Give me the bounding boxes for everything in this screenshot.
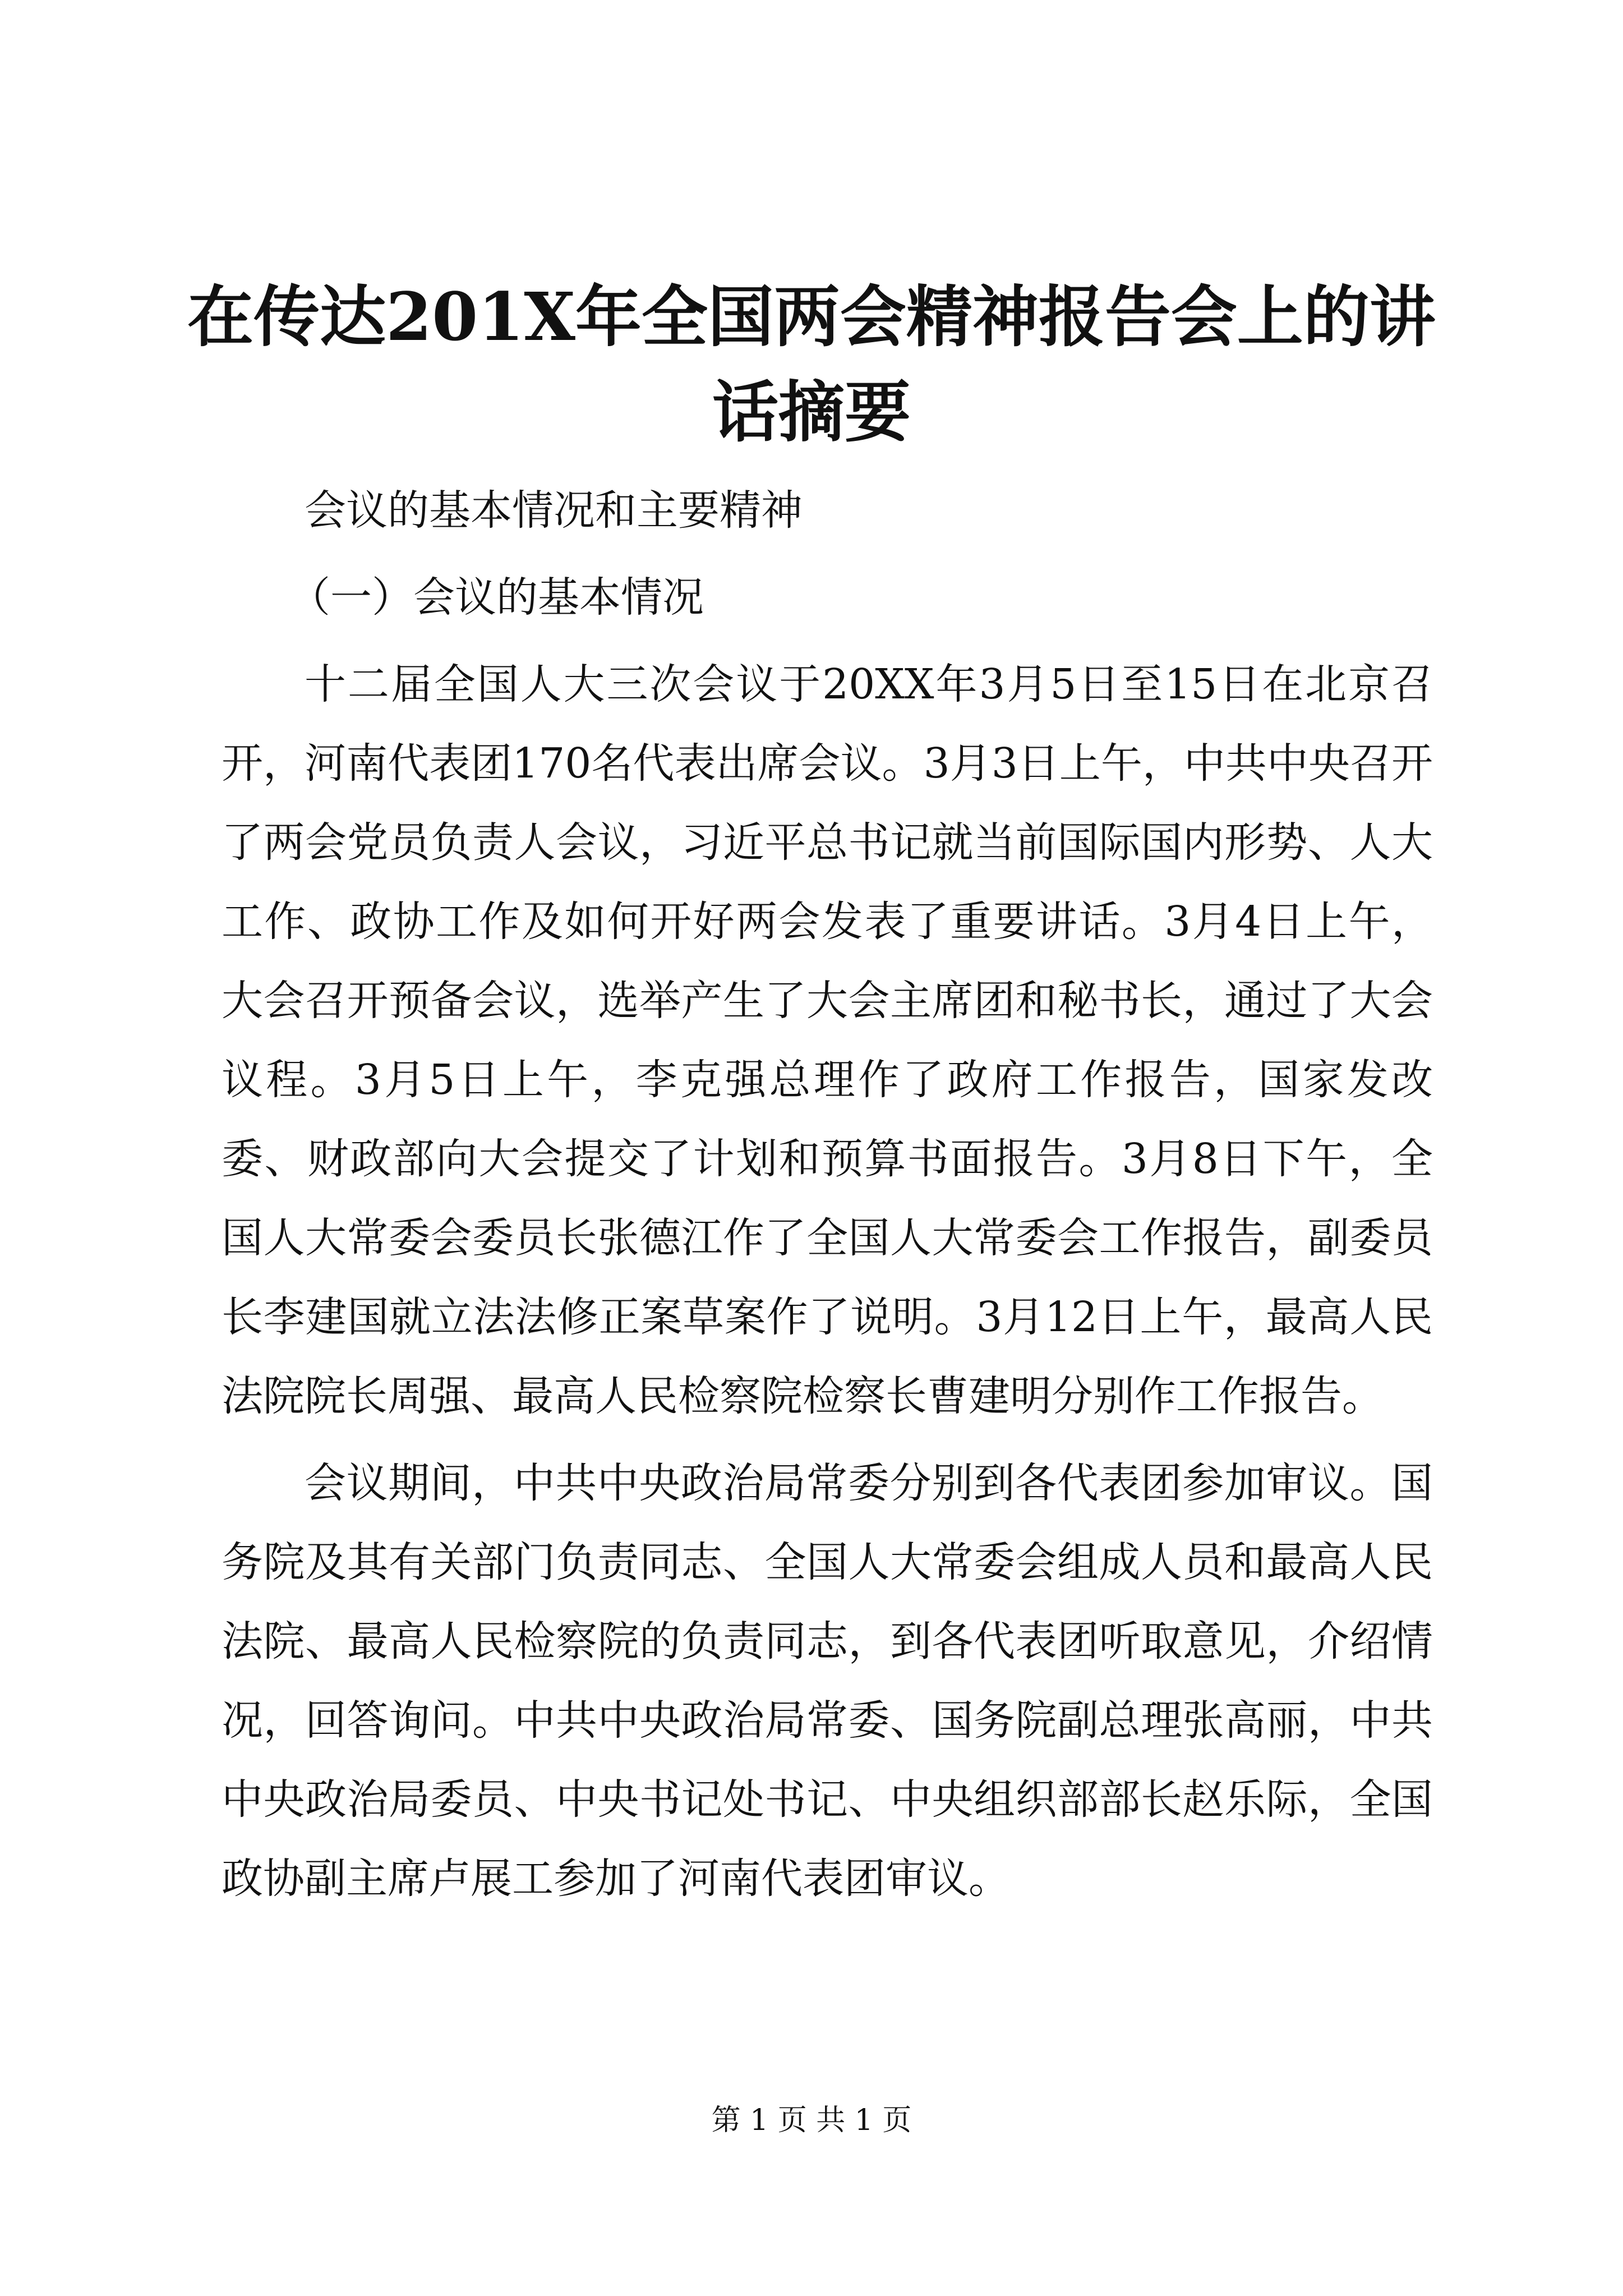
document-body <box>222 471 1433 1918</box>
subsection-heading: （一）会议的基本情况 <box>289 573 704 622</box>
paragraph-1: 十二届全国人大三次会议于20XX年3月5日至15日在北京召开，河南代表团170名代表出席会议。3月3日上午，中共中央召开了两会党员负责人会议，习近平总书记就当前国际国内形势、人大工作、政协工作及如何开好两会发表了重要讲话。3月4日上午，大会召开预备会议，选举产生了大会主席团和秘书长，通过了大会议程。3月5日上午，李克强总理作了政府工作报告，国家发改委、财政部向大会提交了计划和预算书面报告。3月8日下午，全国人大常委会委员长张德江作了全国人大常委会工作报告，副委员长李建国就立法法修正案草案作了说明。3月12日上午，最高人民法院院长周强、最高人民检察院检察长曹建明分别作工作报告。 <box>222 660 1433 1420</box>
paragraph-2: 会议期间，中共中央政治局常委分别到各代表团参加审议。国务院及其有关部门负责同志、全国人大常委会组成人员和最高人民法院、最高人民检察院的负责同志，到各代表团听取意见，介绍情况，回答询问。中共中央政治局常委、国务院副总理张高丽，中共中央政治局委员、中央书记处书记、中央组织部部长赵乐际，全国政协副主席卢展工参加了河南代表团审议。 <box>222 1459 1433 1903</box>
document-title: 在传达201X年全国两会精神报告会上的讲话摘要 <box>187 278 1436 451</box>
section-heading: 会议的基本情况和主要精神 <box>305 486 803 535</box>
page-footer: 第 1 页 共 1 页 <box>711 2104 912 2137</box>
